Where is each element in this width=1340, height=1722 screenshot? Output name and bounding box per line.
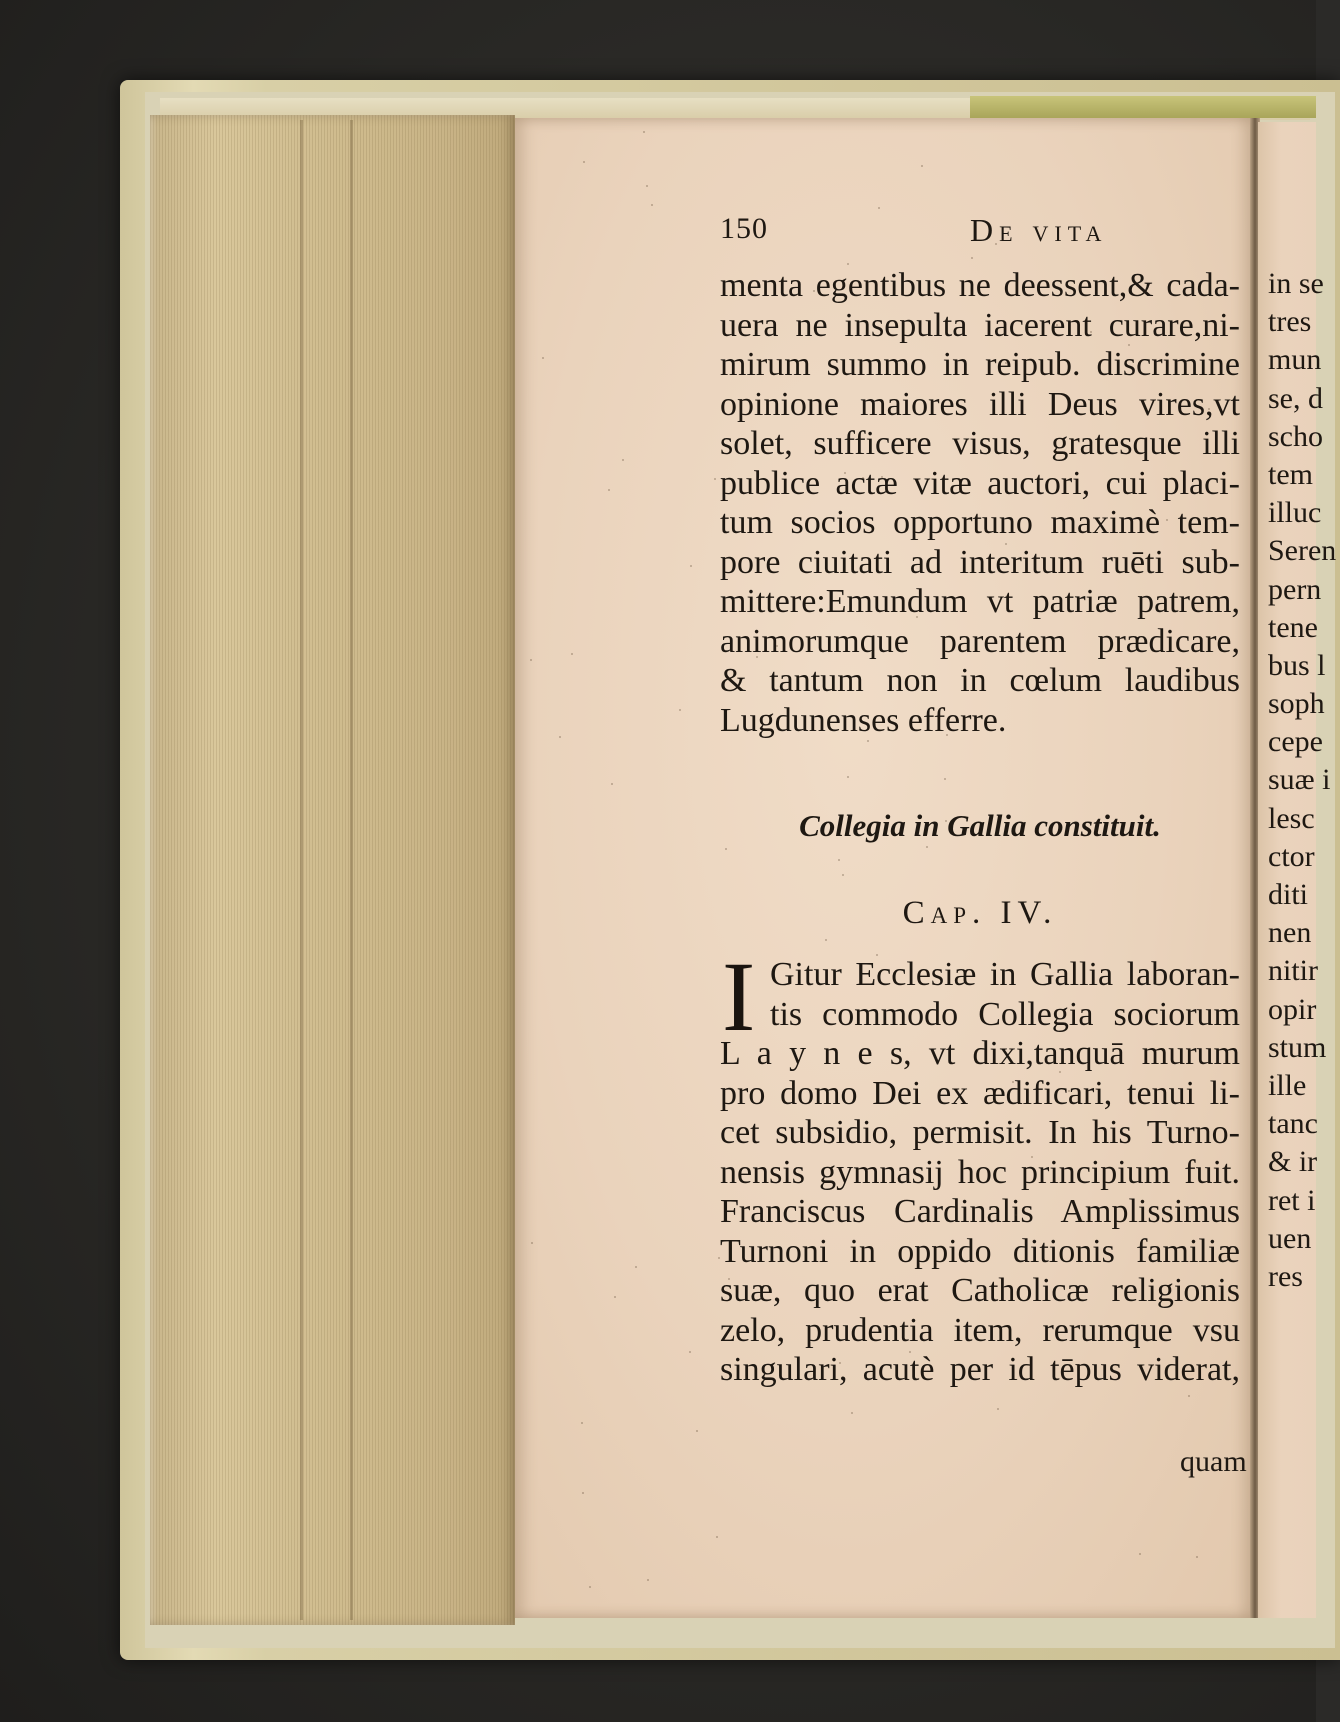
paper-speck — [945, 820, 947, 822]
paper-speck — [825, 939, 827, 941]
text-line: mirum summo in reipub. discrimine — [720, 346, 1240, 383]
text-line: pro domo Dei ex ædificari, tenui li- — [720, 1074, 1240, 1112]
paper-speck — [571, 653, 573, 655]
text-line: Franciscus Cardinalis Amplissimus — [720, 1193, 1240, 1230]
text-line: solet, sufficere visus, gratesque illi — [720, 425, 1240, 462]
paper-speck — [647, 1579, 649, 1581]
paper-speck — [646, 185, 648, 187]
paper-speck — [582, 1492, 584, 1494]
facing-page-line: lesc — [1268, 801, 1315, 835]
facing-page-line: ille — [1268, 1068, 1307, 1102]
text-line: tis commodo Collegia sociorum — [770, 995, 1240, 1033]
page-header — [720, 212, 1240, 252]
facing-page-line: nen — [1268, 916, 1312, 950]
paper-speck — [696, 1430, 698, 1432]
facing-page-line: opir — [1268, 992, 1317, 1026]
text-line: suæ, quo erat Catholicæ religionis — [720, 1272, 1240, 1309]
text-line: Gitur Ecclesiæ in Gallia laboran- — [770, 956, 1240, 993]
paper-speck — [1188, 1395, 1190, 1397]
facing-page-line: tres — [1268, 305, 1312, 339]
facing-page-line: & ir — [1268, 1145, 1318, 1179]
paper-speck — [878, 207, 880, 209]
facing-page-line: se, d — [1268, 381, 1323, 415]
facing-page-line: soph — [1268, 687, 1325, 721]
text-line: uera ne insepulta iacerent curare,ni- — [720, 306, 1240, 344]
facing-page-line: res — [1268, 1259, 1303, 1293]
paper-speck — [690, 565, 692, 567]
text-line: publice actæ vitæ auctori, cui placi- — [720, 464, 1240, 502]
paper-speck — [716, 1536, 718, 1538]
paper-speck — [1031, 1156, 1033, 1158]
paper-speck — [956, 721, 958, 723]
facing-page-line: mun — [1268, 343, 1322, 377]
paper-speck — [995, 243, 997, 245]
paper-speck — [1166, 519, 1168, 521]
facing-page-line: tene — [1268, 610, 1318, 644]
text-line: Turnoni in oppido ditionis familiæ — [720, 1232, 1240, 1270]
text-line: mittere:Emundum vt patriæ patrem, — [720, 583, 1240, 620]
paper-speck — [635, 1266, 637, 1268]
text-block-bottom — [720, 955, 1240, 1390]
page-number: 150 — [720, 212, 768, 245]
paper-speck — [867, 740, 869, 742]
text-line: L a y n e s, vt dixi,tanquā murum — [720, 1035, 1240, 1072]
paper-speck — [651, 204, 653, 206]
facing-page-line: stum — [1268, 1030, 1327, 1064]
facing-page-line: illuc — [1268, 496, 1322, 530]
paper-speck — [1208, 608, 1210, 610]
text-line: animorumque parentem prædicare, — [720, 622, 1240, 660]
facing-page-line: tem — [1268, 457, 1313, 491]
running-title: De vita — [970, 212, 1108, 248]
text-line: tum socios opportuno maximè tem- — [720, 504, 1240, 541]
facing-page-line: Seren — [1268, 534, 1337, 568]
chapter-label: Cap. IV. — [902, 895, 1058, 931]
page-edge-seam — [350, 120, 353, 1620]
facing-page-line: tanc — [1268, 1107, 1318, 1141]
paper-speck — [847, 263, 849, 265]
facing-page-line: in se — [1268, 267, 1324, 300]
page-edges-block — [150, 115, 515, 1625]
facing-page-line: suæ i — [1268, 763, 1331, 797]
page-edge-seam — [300, 120, 303, 1620]
facing-page-line: uen — [1268, 1221, 1312, 1255]
page-top-edge-green — [970, 96, 1316, 118]
section-heading: Collegia in Gallia constituit. — [799, 808, 1161, 843]
paper-speck — [714, 478, 716, 480]
paper-speck — [916, 616, 918, 618]
text-line: zelo, prudentia item, rerumque vsu — [720, 1311, 1240, 1349]
paper-speck — [725, 848, 727, 850]
facing-page-line: scho — [1268, 419, 1323, 453]
text-block-top — [720, 266, 1240, 740]
facing-page-line: cepe — [1268, 725, 1323, 759]
text-line: Lugdunenses efferre. — [720, 701, 1007, 739]
text-line: singulari, acutè per id tēpus viderat, — [720, 1351, 1240, 1388]
facing-page-text — [1268, 265, 1337, 1296]
text-line: nensis gymnasij hoc principium fuit. — [720, 1153, 1240, 1191]
paper-speck — [844, 472, 846, 474]
paper-speck — [1068, 1090, 1070, 1092]
facing-page-line: bus l — [1268, 648, 1326, 682]
text-line: menta egentibus ne deessent,& cada- — [720, 267, 1240, 304]
facing-page-line: diti — [1268, 878, 1309, 911]
drop-cap: I — [722, 941, 756, 1052]
facing-page-line: pern — [1268, 572, 1322, 606]
paper-speck — [531, 1242, 533, 1244]
text-line: pore ciuitati ad interitum ruēti sub- — [720, 543, 1240, 581]
facing-page-line: nitir — [1268, 954, 1318, 988]
paper-speck — [608, 489, 610, 491]
paper-speck — [862, 477, 864, 479]
text-line: cet subsidio, permisit. In his Turno- — [720, 1114, 1240, 1151]
paper-speck — [679, 709, 681, 711]
paper-speck — [1012, 1081, 1014, 1083]
text-line: opinione maiores illi Deus vires,vt — [720, 385, 1240, 423]
catchword: quam — [1180, 1445, 1247, 1478]
facing-page-line: ctor — [1268, 839, 1315, 873]
paper-speck — [530, 659, 532, 661]
text-line: & tantum non in cœlum laudibus — [720, 662, 1240, 699]
paper-speck — [1128, 344, 1130, 346]
facing-page-line: ret i — [1268, 1183, 1316, 1217]
